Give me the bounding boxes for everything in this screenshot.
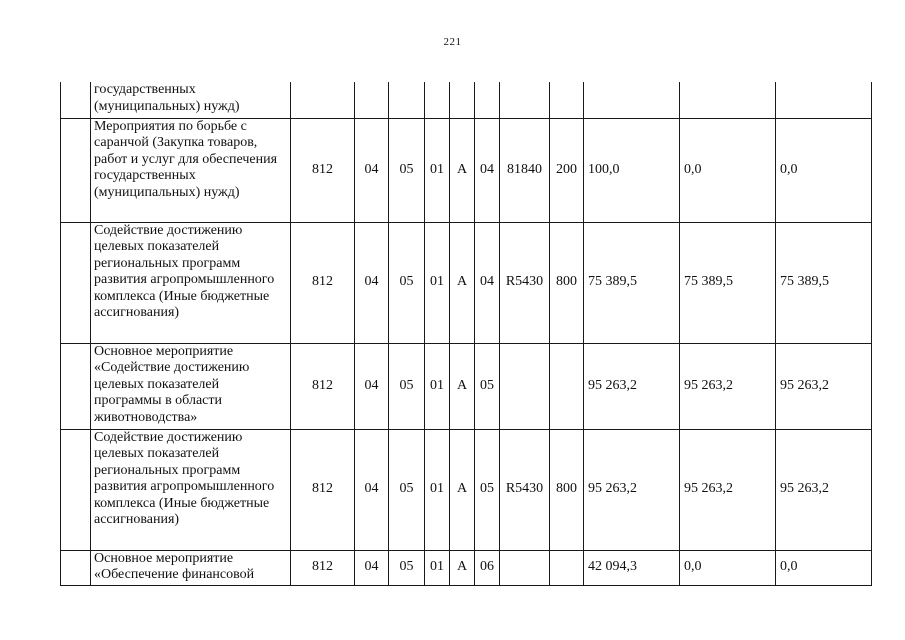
subsection-code: 05 bbox=[389, 550, 425, 585]
table-row bbox=[61, 82, 872, 118]
dept-code: 812 bbox=[291, 429, 355, 550]
table-row bbox=[61, 550, 872, 585]
target-code-program: 01 bbox=[425, 118, 450, 222]
amount-year-3 bbox=[776, 82, 872, 118]
target-code-direction bbox=[500, 550, 550, 585]
target-code-direction: 81840 bbox=[500, 118, 550, 222]
section-code: 04 bbox=[355, 429, 389, 550]
section-code bbox=[355, 82, 389, 118]
empty-cell bbox=[61, 82, 91, 118]
empty-cell bbox=[61, 118, 91, 222]
empty-cell bbox=[61, 222, 91, 343]
target-code-direction bbox=[500, 82, 550, 118]
amount-year-3: 75 389,5 bbox=[776, 222, 872, 343]
table-row bbox=[61, 429, 872, 550]
dept-code: 812 bbox=[291, 222, 355, 343]
target-code-program: 01 bbox=[425, 550, 450, 585]
row-description: Основное мероприятие «Обеспечение финансовой bbox=[91, 550, 291, 585]
target-code-program: 01 bbox=[425, 343, 450, 429]
target-code-program: 01 bbox=[425, 222, 450, 343]
target-code-event: 04 bbox=[475, 222, 500, 343]
amount-year-2: 95 263,2 bbox=[680, 429, 776, 550]
expense-type-code bbox=[550, 343, 584, 429]
expense-type-code bbox=[550, 82, 584, 118]
table-row bbox=[61, 118, 872, 222]
table-row bbox=[61, 222, 872, 343]
target-code-subprogram: А bbox=[450, 429, 475, 550]
amount-year-1: 75 389,5 bbox=[584, 222, 680, 343]
table-row bbox=[61, 343, 872, 429]
target-code-event: 05 bbox=[475, 343, 500, 429]
row-description: Содействие достижению целевых показателей региональных программ развития агропромышленного комплекса (Иные бюджетные ассигнования) bbox=[91, 429, 291, 550]
subsection-code: 05 bbox=[389, 118, 425, 222]
row-description: Содействие достижению целевых показателей региональных программ развития агропромышленного комплекса (Иные бюджетные ассигнования) bbox=[91, 222, 291, 343]
empty-cell bbox=[61, 550, 91, 585]
target-code-event: 06 bbox=[475, 550, 500, 585]
amount-year-1 bbox=[584, 82, 680, 118]
subsection-code: 05 bbox=[389, 343, 425, 429]
amount-year-1: 100,0 bbox=[584, 118, 680, 222]
amount-year-2: 0,0 bbox=[680, 118, 776, 222]
row-description: Мероприятия по борьбе с саранчой (Закупка товаров, работ и услуг для обеспечения государственных (муниципальных) нужд) bbox=[91, 118, 291, 222]
target-code-program bbox=[425, 82, 450, 118]
target-code-direction bbox=[500, 343, 550, 429]
section-code: 04 bbox=[355, 118, 389, 222]
section-code: 04 bbox=[355, 343, 389, 429]
section-code: 04 bbox=[355, 550, 389, 585]
budget-table bbox=[60, 82, 872, 586]
target-code-direction: R5430 bbox=[500, 429, 550, 550]
amount-year-1: 95 263,2 bbox=[584, 343, 680, 429]
amount-year-3: 95 263,2 bbox=[776, 343, 872, 429]
target-code-program: 01 bbox=[425, 429, 450, 550]
row-description: государственных (муниципальных) нужд) bbox=[91, 82, 291, 118]
target-code-event: 05 bbox=[475, 429, 500, 550]
row-description: Основное мероприятие «Содействие достижению целевых показателей программы в области животноводства» bbox=[91, 343, 291, 429]
dept-code: 812 bbox=[291, 343, 355, 429]
amount-year-1: 42 094,3 bbox=[584, 550, 680, 585]
amount-year-3: 0,0 bbox=[776, 118, 872, 222]
target-code-subprogram: А bbox=[450, 118, 475, 222]
subsection-code: 05 bbox=[389, 429, 425, 550]
amount-year-3: 95 263,2 bbox=[776, 429, 872, 550]
empty-cell bbox=[61, 429, 91, 550]
amount-year-2: 95 263,2 bbox=[680, 343, 776, 429]
dept-code bbox=[291, 82, 355, 118]
dept-code: 812 bbox=[291, 118, 355, 222]
subsection-code: 05 bbox=[389, 222, 425, 343]
expense-type-code: 200 bbox=[550, 118, 584, 222]
amount-year-2: 0,0 bbox=[680, 550, 776, 585]
page-number: 221 bbox=[443, 36, 462, 48]
amount-year-1: 95 263,2 bbox=[584, 429, 680, 550]
target-code-subprogram: А bbox=[450, 550, 475, 585]
dept-code: 812 bbox=[291, 550, 355, 585]
target-code-event: 04 bbox=[475, 118, 500, 222]
section-code: 04 bbox=[355, 222, 389, 343]
amount-year-2: 75 389,5 bbox=[680, 222, 776, 343]
target-code-direction: R5430 bbox=[500, 222, 550, 343]
amount-year-2 bbox=[680, 82, 776, 118]
empty-cell bbox=[61, 343, 91, 429]
expense-type-code: 800 bbox=[550, 429, 584, 550]
amount-year-3: 0,0 bbox=[776, 550, 872, 585]
target-code-subprogram: А bbox=[450, 343, 475, 429]
subsection-code bbox=[389, 82, 425, 118]
target-code-subprogram bbox=[450, 82, 475, 118]
expense-type-code: 800 bbox=[550, 222, 584, 343]
target-code-subprogram: А bbox=[450, 222, 475, 343]
target-code-event bbox=[475, 82, 500, 118]
expense-type-code bbox=[550, 550, 584, 585]
